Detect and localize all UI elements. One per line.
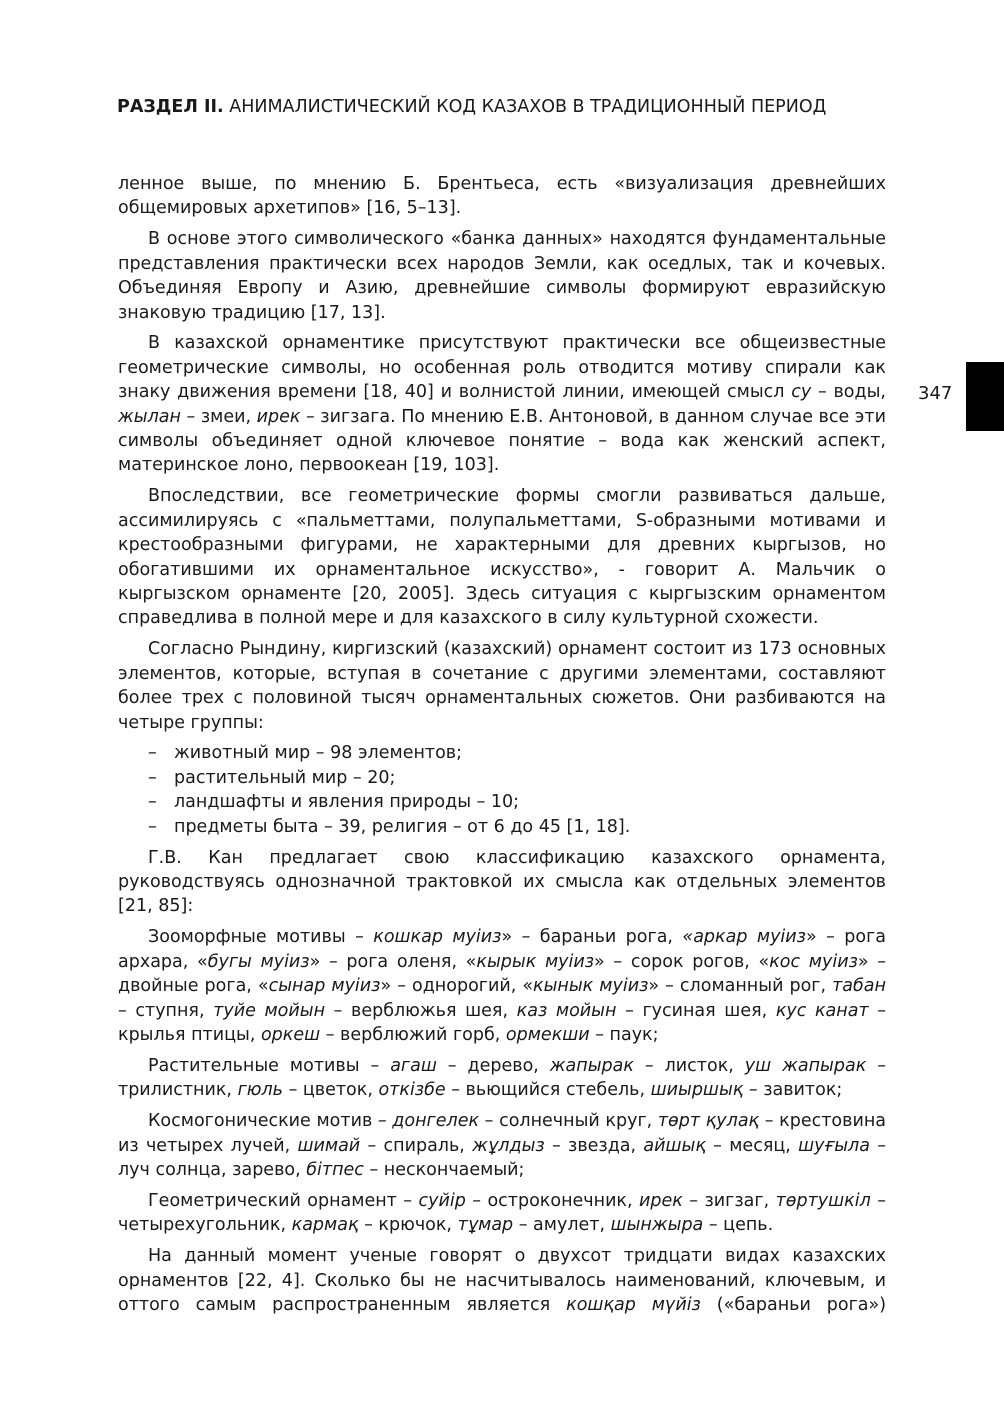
term-italic: кос муiиз: [769, 951, 858, 972]
term-italic: су: [791, 382, 812, 403]
text-span: – трилистник,: [118, 1055, 886, 1101]
list-item-text: ландшафты и явления природы – 10;: [174, 792, 520, 813]
term-italic: төртушкiл: [775, 1190, 871, 1211]
term-italic: туйе мойын: [213, 1000, 326, 1021]
text-span: На данный момент ученые говорят о двухсот тридцати видах казахских орнаментов [22, 4]. Сколько бы не насчитывалось наименований, ключевым, и оттого самым распространенным является: [118, 1246, 886, 1315]
text-span: – звезда,: [544, 1135, 644, 1156]
body-text: [118, 172, 886, 1324]
text-span: – месяц,: [705, 1135, 799, 1156]
text-span: » – рога оленя, «: [309, 951, 477, 972]
term-italic: ирек: [256, 406, 301, 427]
text-span: («бараньи рога»): [700, 1294, 887, 1315]
text-span: – четырехугольник,: [118, 1190, 886, 1236]
paragraph-continuation: ленное выше, по мнению Б. Брентьеса, есть «визуализация древнейших общемировых архетипов» [16, 5–13].: [118, 174, 886, 219]
text-span: – ступня,: [118, 1000, 214, 1021]
term-italic: шынжыра: [610, 1215, 704, 1236]
text-span: – змеи,: [180, 406, 257, 427]
text-span: – гусиная шея,: [616, 1000, 776, 1021]
text-span: – солнечный круг,: [479, 1111, 658, 1132]
text-span: – паук;: [589, 1024, 659, 1045]
term-italic: откiзбе: [378, 1080, 446, 1101]
term-italic: табан: [832, 976, 886, 997]
text-span: – вьющийся стебель,: [445, 1080, 651, 1101]
text-span: – крючок,: [358, 1215, 458, 1236]
term-italic: кус канат: [775, 1000, 869, 1021]
term-italic: кармақ: [291, 1215, 359, 1236]
thumb-index-tab: [966, 362, 1004, 431]
text-span: – верблюжий горб,: [320, 1024, 506, 1045]
text-span: Растительные мотивы –: [148, 1055, 391, 1076]
text-span: – листок,: [633, 1055, 745, 1076]
text-span: – крестовина из четырех лучей,: [118, 1111, 886, 1156]
list-item-text: животный мир – 98 элементов;: [174, 743, 463, 764]
term-italic: бугы муiиз: [207, 951, 310, 972]
paragraph-plant-motifs: [118, 1054, 886, 1103]
term-italic: кошқар мүйiз: [566, 1294, 701, 1315]
text-span: Геометрический орнамент –: [148, 1190, 419, 1211]
list-item: [118, 766, 886, 790]
list-item-text: растительный мир – 20;: [174, 767, 396, 788]
term-italic: шимай: [297, 1135, 361, 1156]
list-item: [118, 741, 886, 765]
term-italic: каз мойын: [516, 1000, 617, 1021]
term-italic: төрт қулақ: [657, 1111, 760, 1132]
text-span: – спираль,: [360, 1135, 473, 1156]
text-span: » – сорок рогов, «: [594, 951, 770, 972]
section-label: РАЗДЕЛ II.: [117, 97, 224, 117]
paragraph-kan-classification: Г.В. Кан предлагает свою классификацию казахского орнамента, руководствуясь однозначной трактовкой их смысла как отдельных элементов [21, 85]:: [118, 847, 886, 917]
term-italic: кырык муiиз: [476, 951, 595, 972]
paragraph-cosmogonic: [118, 1109, 886, 1182]
page-number: 347: [918, 383, 953, 404]
list-dash: –: [148, 743, 157, 764]
term-italic: донгелек: [392, 1111, 480, 1132]
text-span: – завиток;: [743, 1080, 843, 1101]
paragraph-ryndin: Согласно Рындину, киргизский (казахский) орнамент состоит из 173 основных элементов, которые, вступая в сочетание с другими элементами, составляют более трех с половиной тысяч орнаментальных сюжетов. Они разбиваются на четыре группы:: [118, 639, 886, 733]
text-span: – цветок,: [283, 1080, 379, 1101]
text-span: Космогонические мотив –: [148, 1111, 393, 1132]
term-italic: уш жапырак: [744, 1055, 867, 1076]
term-italic: ормекши: [505, 1024, 590, 1045]
list-dash: –: [148, 792, 157, 813]
term-italic: суйiр: [418, 1190, 466, 1211]
term-italic: айшық: [643, 1135, 706, 1156]
text-span: – нескончаемый;: [363, 1159, 525, 1180]
list-item-text: предметы быта – 39, религия – от 6 до 45 [1, 18].: [174, 816, 631, 837]
term-italic: агаш: [390, 1055, 437, 1076]
text-span: – зигзаг,: [682, 1190, 776, 1211]
text-span: – воды,: [811, 382, 886, 403]
term-italic: жұлдыз: [472, 1135, 545, 1156]
paragraph-symbols-bank: В основе этого символического «банка данных» находятся фундаментальные представления практически всех народов Земли, как оседлых, так и кочевых. Объединяя Европу и Азию, древнейшие символы формируют евразийскую знаковую традицию [17, 13].: [118, 229, 886, 323]
paragraph-kazakh-ornament: [118, 331, 886, 477]
paragraph-geometric-ornament: [118, 1189, 886, 1238]
term-italic: сынар муiиз: [268, 976, 381, 997]
term-italic: жылан: [118, 406, 181, 427]
text-span: » – бараньи рога,: [501, 927, 683, 948]
term-italic: гюль: [237, 1080, 283, 1101]
text-span: » – двойные рога, «: [118, 951, 887, 997]
term-italic: тұмар: [457, 1215, 514, 1236]
text-span: – остроконечник,: [465, 1190, 640, 1211]
text-span: В казахской орнаментике присутствуют практически все общеизвестные геометрические символы, но особенная роль отводится мотиву спирали как знаку движения времени [18, 40] и волнистой линии, имеющей смысл: [118, 333, 886, 403]
text-span: Зооморфные мотивы –: [148, 927, 374, 948]
term-italic: жапырак: [549, 1055, 634, 1076]
text-span: – зигзага. По мнению Е.В. Антоновой, в данном случае все эти символы объединяет одной ключевое понятие – вода как женский аспект, материнское лоно, первоокеан [19, 103].: [118, 406, 886, 476]
term-italic: шуғыла: [798, 1135, 870, 1156]
list-item: [118, 815, 886, 839]
section-title: АНИМАЛИСТИЧЕСКИЙ КОД КАЗАХОВ В ТРАДИЦИОННЫЙ ПЕРИОД: [229, 97, 827, 117]
list-dash: –: [148, 816, 157, 837]
term-italic: ирек: [639, 1190, 683, 1211]
list-dash: –: [148, 767, 157, 788]
paragraph-geometric-forms: Впоследствии, все геометрические формы смогли развиваться дальше, ассимилируясь с «пальметтами, полупальметтами, S-образными мотивами и крестообразными фигурами, не характерными для древних кыргызов, но обогатившими их орнаментальное искусство», - говорит А. Мальчик о кыргызском орнаменте [20, 2005]. Здесь ситуация с кыргызским орнаментом справедлива в полной мере и для казахского в силу культурной схожести.: [118, 486, 886, 629]
term-italic: оркеш: [260, 1024, 321, 1045]
groups-list: [118, 741, 886, 839]
text-span: – верблюжья шея,: [325, 1000, 517, 1021]
text-span: – крылья птицы,: [118, 1000, 887, 1045]
text-span: » – однорогий, «: [380, 976, 534, 997]
term-italic: «аркар муiиз: [682, 927, 806, 948]
term-italic: шиыршық: [650, 1080, 744, 1101]
running-header: [117, 95, 897, 119]
text-span: – дерево,: [436, 1055, 550, 1076]
text-span: » – рога архара, «: [118, 927, 887, 972]
paragraph-current-state: [118, 1244, 886, 1317]
list-item: [118, 790, 886, 814]
term-italic: бiтпес: [306, 1159, 364, 1180]
term-italic: кынык муiиз: [533, 976, 649, 997]
text-span: » – сломанный рог,: [648, 976, 833, 997]
text-span: – цепь.: [703, 1215, 774, 1236]
text-span: – амулет,: [513, 1215, 611, 1236]
text-span: – луч солнца, зарево,: [118, 1135, 886, 1180]
term-italic: кошкар муiиз: [373, 927, 502, 948]
paragraph-zoomorphic: [118, 925, 886, 1047]
